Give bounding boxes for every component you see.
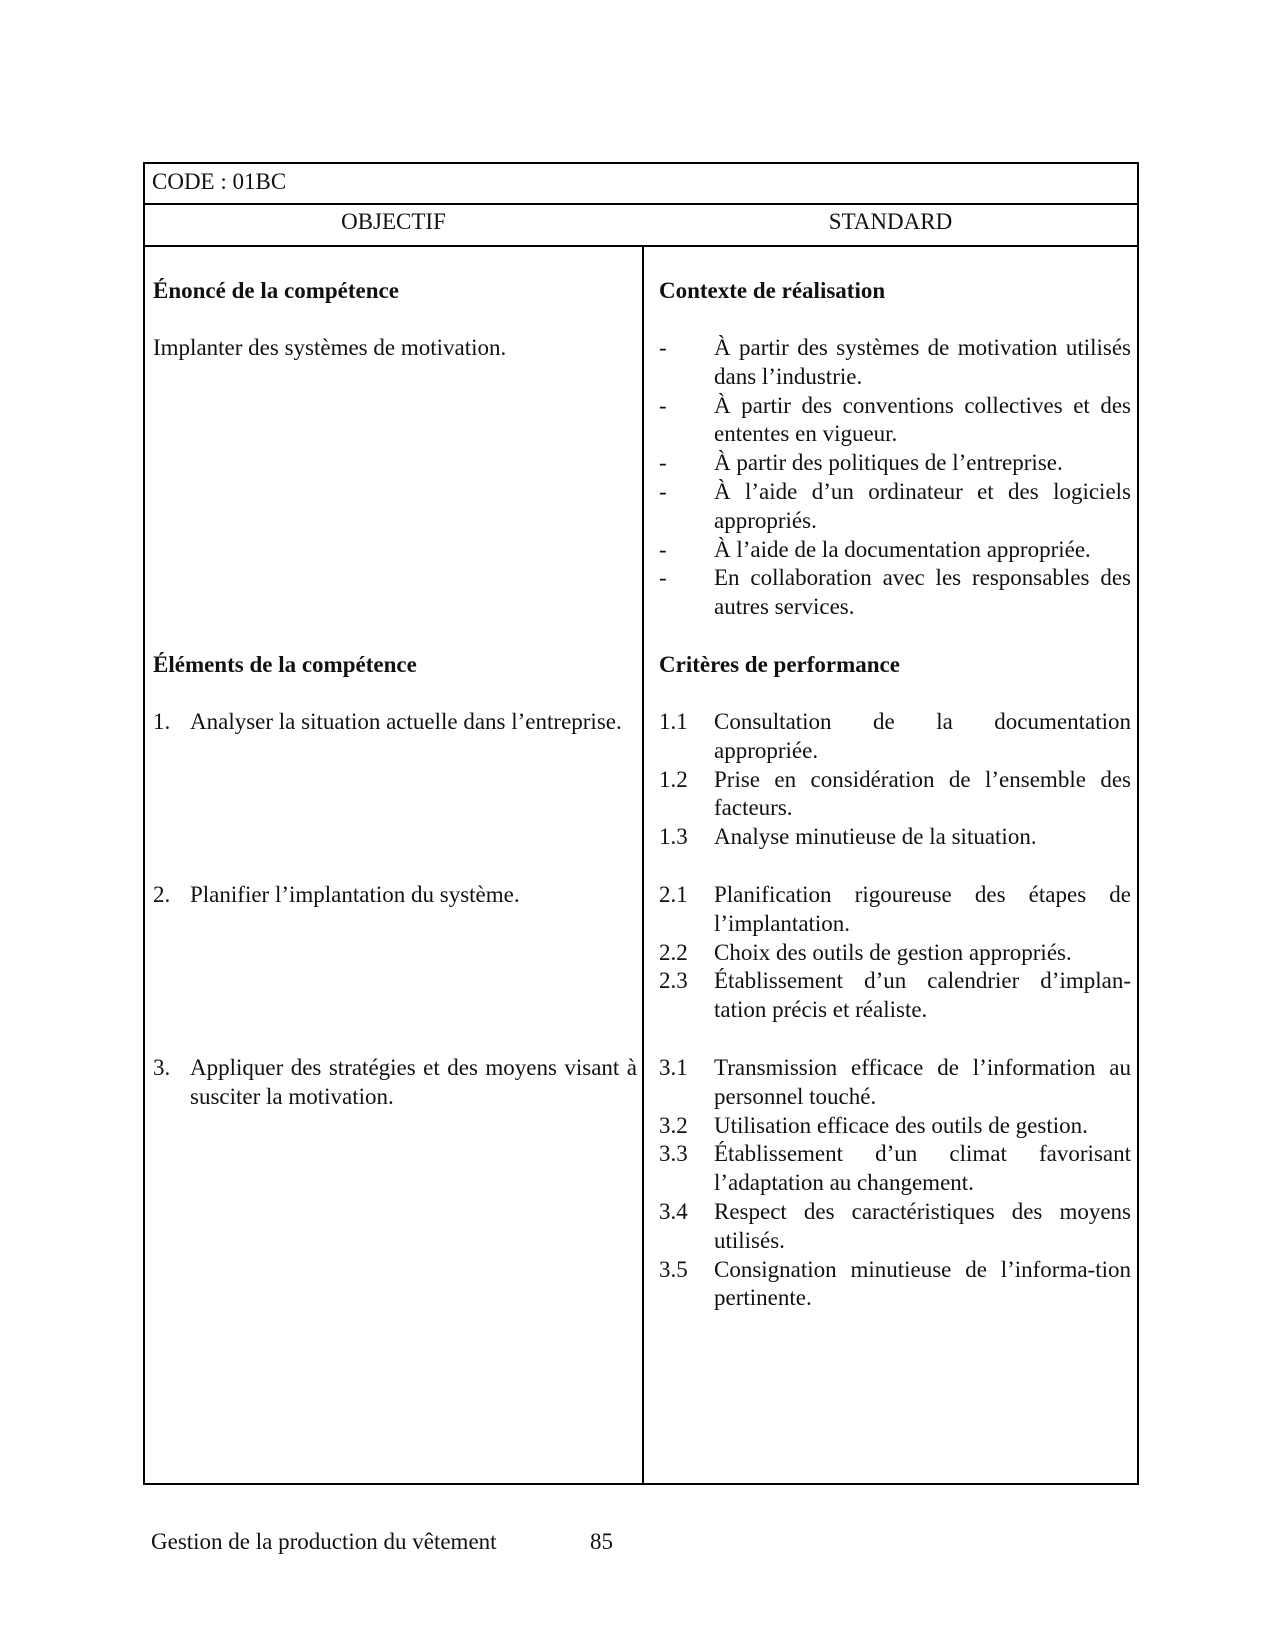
element-item	[153, 881, 637, 910]
item-marker: 3.3	[659, 1141, 688, 1167]
criterion-item	[659, 1140, 1131, 1198]
criterion-item	[659, 881, 1131, 939]
item-text: Choix des outils de gestion appropriés.	[714, 939, 1072, 965]
item-text: À partir des systèmes de motivation utilisés dans l’industrie.	[714, 335, 1131, 389]
item-text: Transmission efficace de l’information au personnel touché.	[714, 1055, 1131, 1109]
page-number: 85	[590, 1529, 613, 1554]
criteria-1	[659, 708, 1131, 852]
item-marker: -	[659, 478, 667, 504]
item-marker: 3.	[153, 1055, 171, 1080]
item-text: Établissement d’un calendrier d’implan-tation précis et réaliste.	[714, 968, 1131, 1023]
item-text: En collaboration avec les responsables des autres services.	[714, 565, 1131, 620]
item-marker: 1.3	[659, 824, 688, 850]
element-1	[153, 708, 637, 737]
criterion-item	[659, 1256, 1131, 1314]
element-3	[153, 1054, 637, 1112]
criterion-item	[659, 1054, 1131, 1112]
item-text: À l’aide d’un ordinateur et des logiciels appropriés.	[714, 478, 1131, 533]
code-label: CODE : 01BC	[152, 169, 287, 194]
contexte-title: Contexte de réalisation	[659, 278, 886, 303]
item-marker: 2.	[153, 882, 171, 907]
item-marker: 2.1	[659, 882, 688, 907]
contexte-item	[659, 334, 1131, 392]
enonce-text: Implanter des systèmes de motivation.	[153, 335, 507, 360]
item-text: Consignation minutieuse de l’informa-tion pertinente.	[714, 1256, 1131, 1311]
column-divider	[642, 247, 644, 1483]
contexte-item	[659, 392, 1131, 450]
item-text: Établissement d’un climat favorisant l’adaptation au changement.	[714, 1141, 1131, 1196]
item-text: Prise en considération de l’ensemble des facteurs.	[714, 766, 1131, 821]
item-text: Consultation de la documentation appropriée.	[714, 709, 1131, 763]
contexte-list	[659, 334, 1131, 622]
criterion-item	[659, 708, 1131, 766]
item-marker: -	[659, 565, 667, 591]
item-marker: -	[659, 392, 667, 418]
item-text: Utilisation efficace des outils de gestion.	[714, 1112, 1088, 1138]
item-text: À l’aide de la documentation appropriée.	[714, 536, 1091, 562]
criterion-item	[659, 1198, 1131, 1256]
item-marker: 3.2	[659, 1112, 688, 1138]
item-marker: 1.1	[659, 709, 688, 734]
item-marker: 3.1	[659, 1055, 688, 1080]
item-marker: -	[659, 335, 667, 360]
criterion-item	[659, 1112, 1131, 1141]
element-item	[153, 708, 637, 737]
header-objectif: OBJECTIF	[341, 209, 446, 234]
criterion-item	[659, 967, 1131, 1025]
item-text: À partir des conventions collectives et des ententes en vigueur.	[714, 392, 1131, 447]
element-2	[153, 881, 637, 910]
item-text: Planifier l’implantation du système.	[190, 882, 520, 907]
item-marker: 3.5	[659, 1256, 688, 1282]
item-text: Planification rigoureuse des étapes de l’implantation.	[714, 882, 1131, 936]
elements-title: Éléments de la compétence	[153, 652, 417, 677]
item-marker: 2.3	[659, 968, 688, 994]
enonce-title: Énoncé de la compétence	[153, 278, 399, 303]
item-marker: 1.	[153, 709, 171, 734]
item-text: Respect des caractéristiques des moyens utilisés.	[714, 1198, 1131, 1253]
item-text: Analyse minutieuse de la situation.	[714, 824, 1037, 850]
item-text: Analyser la situation actuelle dans l’entreprise.	[190, 709, 622, 734]
item-marker: 2.2	[659, 939, 688, 965]
item-marker: 3.4	[659, 1198, 688, 1224]
element-item	[153, 1054, 637, 1112]
item-text: Appliquer des stratégies et des moyens visant à susciter la motivation.	[190, 1055, 637, 1109]
contexte-item	[659, 478, 1131, 536]
criteria-3	[659, 1054, 1131, 1313]
criteria-2	[659, 881, 1131, 1025]
divider	[145, 245, 1137, 247]
item-text: À partir des politiques de l’entreprise.	[714, 450, 1063, 476]
footer-title: Gestion de la production du vêtement	[151, 1529, 497, 1554]
contexte-item	[659, 564, 1131, 622]
contexte-item	[659, 449, 1131, 478]
criteres-title: Critères de performance	[659, 652, 900, 677]
criterion-item	[659, 939, 1131, 968]
criterion-item	[659, 766, 1131, 824]
item-marker: -	[659, 536, 667, 562]
divider	[145, 203, 1137, 205]
header-standard: STANDARD	[828, 209, 953, 234]
item-marker: 1.2	[659, 766, 688, 792]
item-marker: -	[659, 450, 667, 476]
competency-table	[143, 162, 1139, 1485]
contexte-item	[659, 536, 1131, 565]
criterion-item	[659, 823, 1131, 852]
